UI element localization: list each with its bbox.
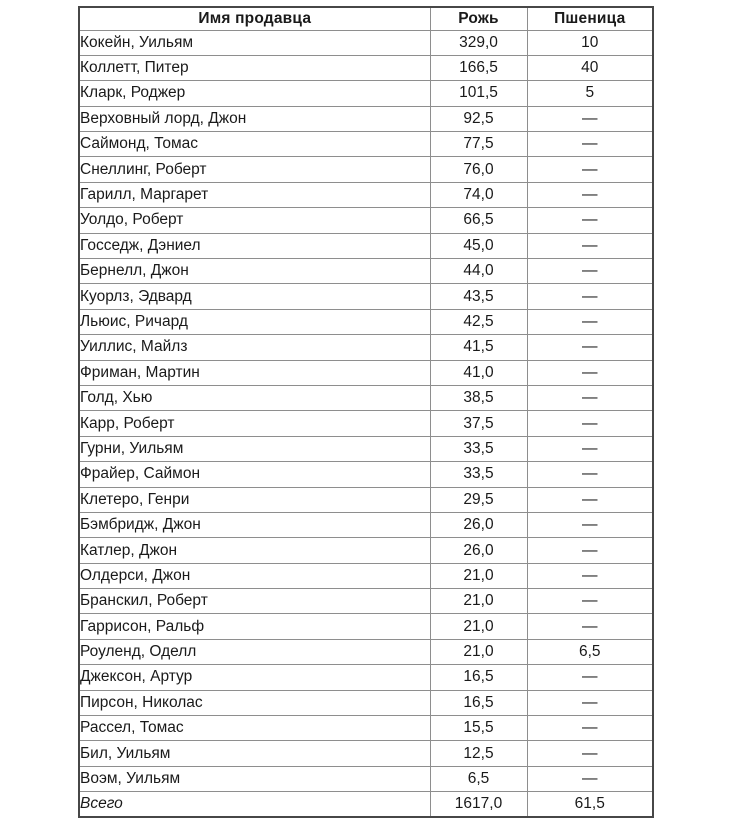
table-row — [79, 538, 653, 563]
table-row — [79, 512, 653, 537]
rye-value-cell: 41,0 — [430, 360, 527, 385]
table-row — [79, 233, 653, 258]
wheat-value-cell: — — [527, 385, 653, 410]
table-header — [79, 7, 653, 30]
rye-value-cell: 16,5 — [430, 665, 527, 690]
sellers-table-wrap — [78, 6, 654, 818]
seller-name-cell: Бил, Уильям — [79, 741, 430, 766]
seller-name-cell: Катлер, Джон — [79, 538, 430, 563]
table-body — [79, 30, 653, 817]
table-row — [79, 639, 653, 664]
table-row — [79, 30, 653, 55]
rye-value-cell: 43,5 — [430, 284, 527, 309]
rye-value-cell: 66,5 — [430, 208, 527, 233]
table-row — [79, 589, 653, 614]
wheat-value-cell: — — [527, 589, 653, 614]
seller-name-cell: Пирсон, Николас — [79, 690, 430, 715]
table-row — [79, 385, 653, 410]
column-header-rye: Рожь — [430, 7, 527, 30]
seller-name-cell: Кокейн, Уильям — [79, 30, 430, 55]
rye-value-cell: 166,5 — [430, 55, 527, 80]
rye-value-cell: 45,0 — [430, 233, 527, 258]
table-row — [79, 132, 653, 157]
table-row — [79, 106, 653, 131]
wheat-value-cell: — — [527, 208, 653, 233]
seller-name-cell: Кларк, Роджер — [79, 81, 430, 106]
seller-name-cell: Воэм, Уильям — [79, 766, 430, 791]
seller-name-cell: Карр, Роберт — [79, 411, 430, 436]
table-row — [79, 182, 653, 207]
wheat-value-cell: — — [527, 741, 653, 766]
seller-name-cell: Фриман, Мартин — [79, 360, 430, 385]
table-row — [79, 259, 653, 284]
table-row — [79, 487, 653, 512]
rye-value-cell: 15,5 — [430, 716, 527, 741]
rye-value-cell: 33,5 — [430, 462, 527, 487]
table-row — [79, 614, 653, 639]
rye-value-cell: 21,0 — [430, 589, 527, 614]
table-row — [79, 716, 653, 741]
table-row — [79, 563, 653, 588]
wheat-value-cell: — — [527, 563, 653, 588]
sellers-table — [78, 6, 654, 818]
seller-name-cell: Бранскил, Роберт — [79, 589, 430, 614]
seller-name-cell: Олдерси, Джон — [79, 563, 430, 588]
table-row — [79, 335, 653, 360]
wheat-value-cell: — — [527, 284, 653, 309]
seller-name-cell: Гурни, Уильям — [79, 436, 430, 461]
table-row — [79, 284, 653, 309]
wheat-value-cell: — — [527, 360, 653, 385]
wheat-value-cell: 5 — [527, 81, 653, 106]
wheat-value-cell: — — [527, 487, 653, 512]
seller-name-cell: Гаррисон, Ральф — [79, 614, 430, 639]
seller-name-cell: Гарилл, Маргарет — [79, 182, 430, 207]
rye-value-cell: 26,0 — [430, 538, 527, 563]
rye-value-cell: 76,0 — [430, 157, 527, 182]
wheat-value-cell: — — [527, 462, 653, 487]
seller-name-cell: Госседж, Дэниел — [79, 233, 430, 258]
table-row — [79, 208, 653, 233]
rye-value-cell: 77,5 — [430, 132, 527, 157]
rye-value-cell: 37,5 — [430, 411, 527, 436]
wheat-value-cell: — — [527, 106, 653, 131]
total-row — [79, 792, 653, 817]
seller-name-cell: Фрайер, Саймон — [79, 462, 430, 487]
rye-value-cell: 42,5 — [430, 309, 527, 334]
wheat-value-cell: — — [527, 512, 653, 537]
rye-value-cell: 38,5 — [430, 385, 527, 410]
total-wheat-cell: 61,5 — [527, 792, 653, 817]
seller-name-cell: Джексон, Артур — [79, 665, 430, 690]
rye-value-cell: 12,5 — [430, 741, 527, 766]
wheat-value-cell: — — [527, 335, 653, 360]
table-row — [79, 411, 653, 436]
wheat-value-cell: 40 — [527, 55, 653, 80]
rye-value-cell: 44,0 — [430, 259, 527, 284]
table-row — [79, 157, 653, 182]
table-row — [79, 462, 653, 487]
rye-value-cell: 33,5 — [430, 436, 527, 461]
rye-value-cell: 26,0 — [430, 512, 527, 537]
wheat-value-cell: 6,5 — [527, 639, 653, 664]
wheat-value-cell: 10 — [527, 30, 653, 55]
rye-value-cell: 16,5 — [430, 690, 527, 715]
wheat-value-cell: — — [527, 766, 653, 791]
seller-name-cell: Уолдо, Роберт — [79, 208, 430, 233]
table-row — [79, 665, 653, 690]
wheat-value-cell: — — [527, 182, 653, 207]
wheat-value-cell: — — [527, 411, 653, 436]
total-rye-cell: 1617,0 — [430, 792, 527, 817]
rye-value-cell: 29,5 — [430, 487, 527, 512]
rye-value-cell: 92,5 — [430, 106, 527, 131]
seller-name-cell: Бэмбридж, Джон — [79, 512, 430, 537]
seller-name-cell: Саймонд, Томас — [79, 132, 430, 157]
table-row — [79, 81, 653, 106]
wheat-value-cell: — — [527, 614, 653, 639]
rye-value-cell: 101,5 — [430, 81, 527, 106]
seller-name-cell: Бернелл, Джон — [79, 259, 430, 284]
wheat-value-cell: — — [527, 259, 653, 284]
seller-name-cell: Верховный лорд, Джон — [79, 106, 430, 131]
seller-name-cell: Рассел, Томас — [79, 716, 430, 741]
wheat-value-cell: — — [527, 309, 653, 334]
wheat-value-cell: — — [527, 233, 653, 258]
seller-name-cell: Коллетт, Питер — [79, 55, 430, 80]
rye-value-cell: 74,0 — [430, 182, 527, 207]
total-label-cell: Всего — [79, 792, 430, 817]
column-header-seller-name: Имя продавца — [79, 7, 430, 30]
table-row — [79, 309, 653, 334]
wheat-value-cell: — — [527, 665, 653, 690]
rye-value-cell: 329,0 — [430, 30, 527, 55]
seller-name-cell: Куорлз, Эдвард — [79, 284, 430, 309]
wheat-value-cell: — — [527, 157, 653, 182]
rye-value-cell: 21,0 — [430, 614, 527, 639]
table-row — [79, 741, 653, 766]
seller-name-cell: Голд, Хью — [79, 385, 430, 410]
seller-name-cell: Клетеро, Генри — [79, 487, 430, 512]
table-row — [79, 690, 653, 715]
rye-value-cell: 6,5 — [430, 766, 527, 791]
table-row — [79, 766, 653, 791]
seller-name-cell: Льюис, Ричард — [79, 309, 430, 334]
rye-value-cell: 21,0 — [430, 563, 527, 588]
rye-value-cell: 21,0 — [430, 639, 527, 664]
seller-name-cell: Снеллинг, Роберт — [79, 157, 430, 182]
wheat-value-cell: — — [527, 690, 653, 715]
wheat-value-cell: — — [527, 436, 653, 461]
table-row — [79, 55, 653, 80]
column-header-wheat: Пшеница — [527, 7, 653, 30]
table-row — [79, 436, 653, 461]
wheat-value-cell: — — [527, 716, 653, 741]
wheat-value-cell: — — [527, 132, 653, 157]
header-row — [79, 7, 653, 30]
wheat-value-cell: — — [527, 538, 653, 563]
table-row — [79, 360, 653, 385]
seller-name-cell: Уиллис, Майлз — [79, 335, 430, 360]
seller-name-cell: Роуленд, Оделл — [79, 639, 430, 664]
rye-value-cell: 41,5 — [430, 335, 527, 360]
